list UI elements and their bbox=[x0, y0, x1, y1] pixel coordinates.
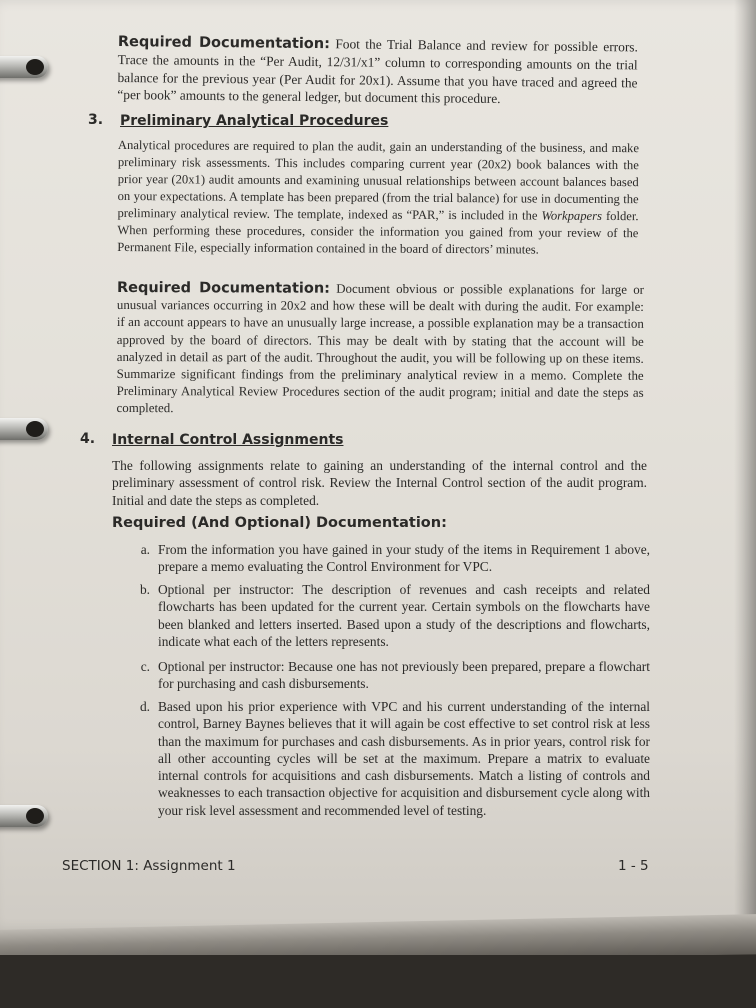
binder-ring-middle bbox=[0, 418, 48, 440]
binder-ring-bottom bbox=[0, 805, 48, 827]
page-binding-shadow bbox=[734, 0, 756, 930]
section-4-title: Internal Control Assignments bbox=[112, 432, 344, 448]
section-4-number: 4. bbox=[80, 431, 96, 447]
section-3-required-label: Required Documentation: bbox=[116, 280, 330, 297]
footer-section-label: SECTION 1: Assignment 1 bbox=[62, 858, 236, 874]
list-item-text: From the information you have gained in your study of the items in Requirement 1 above, prepare a memo evaluating the Control Environment for VPC. bbox=[158, 542, 650, 575]
section-3-required-text: Document obvious or possible explanations for large or unusual variances occurring in 20x2 and how these will be dealt with during the audit. For example: if an account appears to have an unusually large increase, a possible explanation may be a transaction approved by the board of directors. This may be dealt with by stating that the account will be analyzed in detail as part of the audit. Throughout the audit, you will be following up on these items. Summarize significant findings from the preliminary analytical review in a memo. Complete the Preliminary Analytical Review Procedures section of the audit program; initial and date the steps as completed. bbox=[116, 281, 644, 416]
section-3-paragraph bbox=[117, 137, 639, 259]
required-documentation-label: Required Documentation: bbox=[117, 33, 331, 53]
section-3-paragraph-part-1: Analytical procedures are required to plan the audit, gain an understanding of the business, and make preliminary risk assessments. This includes comparing current year (20x2) book balances with the prior year (20x1) audit amounts and examining unusual relationships between account balances based on your expectations. A template has been prepared (from the trial balance) for use in documenting the preliminary analytical review. The template, indexed as “PAR,” is included in the bbox=[117, 137, 639, 223]
list-item-text: Based upon his prior experience with VPC and his current understanding of the internal control, Barney Baynes believes that it will again be cost effective to set control risk at less than the maximum for purchases and cash disbursements. As in prior years, control risk for all other accounting cycles will be set at the maximum. Prepare a matrix to evaluate internal controls for acquisitions and cash disbursements. Match a listing of controls and weaknesses to each transaction objective for acquisition and disbursement cycle along with your risk level assessment and recommended level of testing. bbox=[158, 699, 650, 818]
required-documentation-text: Foot the Trial Balance and review for possible errors. Trace the amounts in the “Per Audit, 12/31/x1” column to corresponding amounts on the trial balance for the previous year (Per Audit for 20x1). Assume that you have traced and agreed the “per book” amounts to the general ledger, but document this procedure. bbox=[117, 36, 638, 106]
list-item-label: b. bbox=[139, 582, 150, 597]
section-4-intro-text: The following assignments relate to gaining an understanding of the internal control and the preliminary assessment of control risk. Review the Internal Control section of the audit program. Initial and date the steps as completed. bbox=[112, 458, 647, 508]
section-3-number: 3. bbox=[88, 112, 104, 128]
section-3-required-documentation bbox=[117, 280, 644, 419]
list-item-text: Optional per instructor: The description of revenues and cash receipts and related flowcharts has been updated for the current year. Certain symbols on the flowcharts have been blanked and letters inserted. Based upon a study of the descriptions and flowcharts, indicate what each of the letters represents. bbox=[158, 582, 650, 649]
list-item-label: d. bbox=[139, 699, 150, 714]
section-3-title: Preliminary Analytical Procedures bbox=[120, 113, 389, 129]
workpapers-folder-name: Workpapers bbox=[541, 208, 602, 223]
background-surface bbox=[0, 955, 756, 1008]
section-4-intro bbox=[112, 457, 647, 509]
binder-ring-top bbox=[0, 56, 48, 78]
list-item-text: Optional per instructor: Because one has not previously been prepared, prepare a flowchart for purchasing and cash disbursements. bbox=[158, 659, 650, 692]
footer-page-number: 1 - 5 bbox=[618, 858, 649, 874]
list-item-label: c. bbox=[140, 659, 150, 674]
section-4-required-label: Required (And Optional) Documentation: bbox=[112, 515, 447, 531]
list-item-label: a. bbox=[140, 542, 150, 557]
required-documentation-block-1 bbox=[117, 33, 638, 109]
section-3-paragraph-part-2: folder. When performing these procedures, consider the information you gained from your review of the Permanent File, especially information contained in the board of directors’ minutes. bbox=[117, 208, 639, 257]
